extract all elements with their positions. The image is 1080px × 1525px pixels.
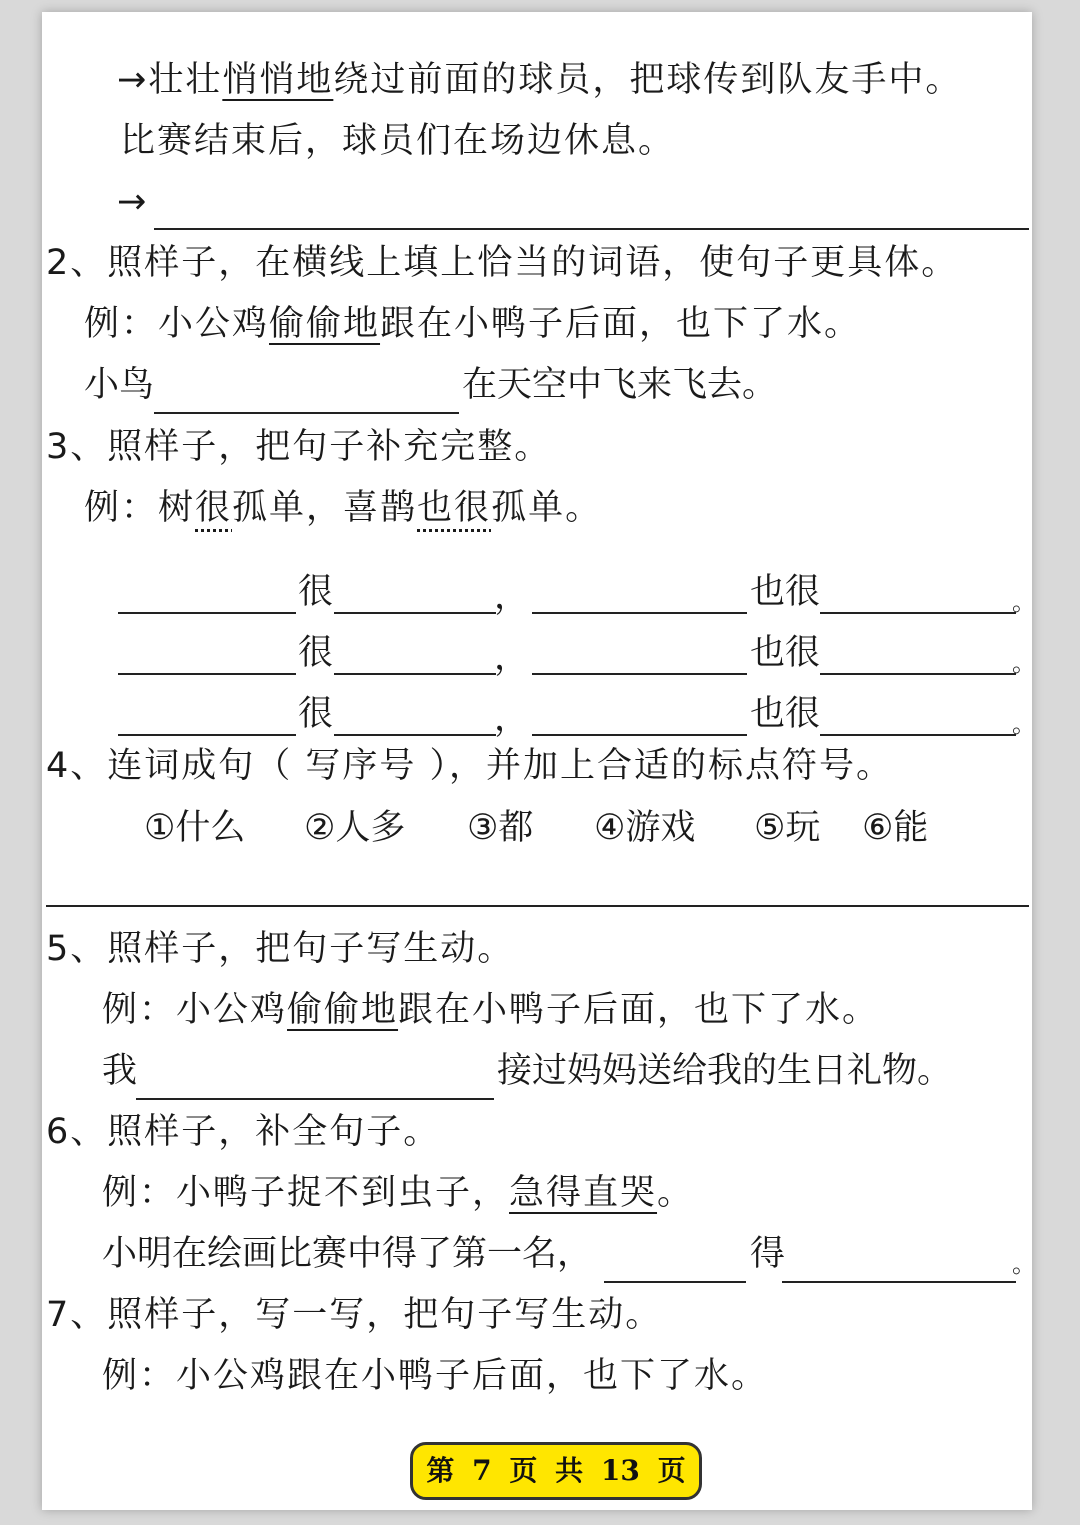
underlined-word: 悄悄地 [222, 60, 334, 100]
text-segment: 例：小鸭子捉不到虫子， [102, 1173, 510, 1213]
text-segment: 例：小公鸡 [102, 990, 288, 1030]
text-segment: 跟在小鸭子后面，也下了水。 [398, 990, 880, 1030]
dotted-word: 很 [195, 488, 233, 528]
answer-blank[interactable] [604, 1281, 746, 1283]
arrow-icon: → [117, 182, 149, 222]
question-2-fill-end: 在天空中飞来飞去。 [462, 365, 778, 405]
answer-blank[interactable] [532, 612, 747, 614]
word-yehen: 也很 [750, 572, 821, 612]
question-6-example [102, 1163, 694, 1223]
question-2-example [84, 294, 861, 354]
text-segment: 跟在小鸭子后面，也下了水。 [380, 304, 862, 344]
answer-blank[interactable] [46, 905, 1029, 907]
question-6-title: 6、照样子，补全句子。 [46, 1112, 441, 1152]
word-option-1: ①什么 [144, 808, 246, 848]
text-segment: 例：小公鸡 [84, 304, 270, 344]
text-segment: 绕过前面的球员，把球传到队友手中。 [333, 60, 963, 100]
answer-blank[interactable] [154, 412, 459, 414]
question-5-title: 5、照样子，把句子写生动。 [46, 929, 515, 969]
text-segment: 孤单，喜鹊 [232, 488, 418, 528]
answer-blank[interactable] [820, 673, 1016, 675]
answer-blank[interactable] [532, 673, 747, 675]
question-3-title: 3、照样子，把句子补充完整。 [46, 427, 552, 467]
sentence-line-1 [117, 50, 962, 110]
word-option-5: ⑤玩 [754, 808, 821, 848]
text-segment: 例：树 [84, 488, 196, 528]
text-segment: 。 [657, 1173, 695, 1213]
question-7-example: 例：小公鸡跟在小鸭子后面，也下了水。 [102, 1356, 769, 1396]
underlined-word: 急得直哭 [509, 1173, 658, 1213]
answer-blank[interactable] [118, 612, 296, 614]
word-option-2: ②人多 [304, 808, 406, 848]
answer-blank[interactable] [154, 228, 1029, 230]
word-option-3: ③都 [467, 808, 534, 848]
question-3-example [84, 478, 602, 538]
period: 。 [1012, 710, 1036, 738]
comma: ， [494, 699, 530, 739]
word-option-6: ⑥能 [862, 808, 929, 848]
underlined-word: 偷偷地 [287, 990, 399, 1030]
question-4-title: 4、连词成句（ 写序号 ），并加上合适的标点符号。 [46, 746, 894, 786]
comma: ， [494, 638, 530, 678]
question-6-fill-start: 小明在绘画比赛中得了第一名， [102, 1234, 593, 1274]
word-hen: 很 [298, 633, 334, 673]
answer-blank[interactable] [782, 1281, 1016, 1283]
text-segment: 孤单。 [491, 488, 603, 528]
answer-blank[interactable] [118, 673, 296, 675]
word-option-4: ④游戏 [594, 808, 696, 848]
answer-blank[interactable] [334, 612, 496, 614]
word-de: 得 [750, 1234, 786, 1274]
word-hen: 很 [298, 572, 334, 612]
period: 。 [1012, 649, 1036, 677]
word-yehen: 也很 [750, 633, 821, 673]
question-2-fill-start: 小鸟 [84, 365, 155, 405]
text-segment: →壮壮 [117, 60, 223, 100]
worksheet-page [42, 12, 1036, 1510]
arrow-answer-line [117, 172, 148, 232]
question-5-fill-end: 接过妈妈送给我的生日礼物。 [497, 1051, 953, 1091]
question-5-example [102, 980, 879, 1040]
period: 。 [1012, 588, 1036, 616]
question-5-fill-start: 我 [102, 1051, 138, 1091]
question-2-title: 2、照样子，在横线上填上恰当的词语，使句子更具体。 [46, 243, 959, 283]
answer-blank[interactable] [334, 673, 496, 675]
answer-blank[interactable] [820, 612, 1016, 614]
page-indicator-badge: 第 7 页 共 13 页 [410, 1442, 702, 1500]
answer-blank[interactable] [136, 1098, 494, 1100]
dotted-word: 也很 [417, 488, 492, 528]
word-hen: 很 [298, 694, 334, 734]
word-yehen: 也很 [750, 694, 821, 734]
question-7-title: 7、照样子，写一写，把句子写生动。 [46, 1295, 663, 1335]
comma: ， [494, 577, 530, 617]
underlined-word: 偷偷地 [269, 304, 381, 344]
period: 。 [1012, 1250, 1036, 1278]
sentence-line-2: 比赛结束后，球员们在场边休息。 [120, 121, 676, 161]
